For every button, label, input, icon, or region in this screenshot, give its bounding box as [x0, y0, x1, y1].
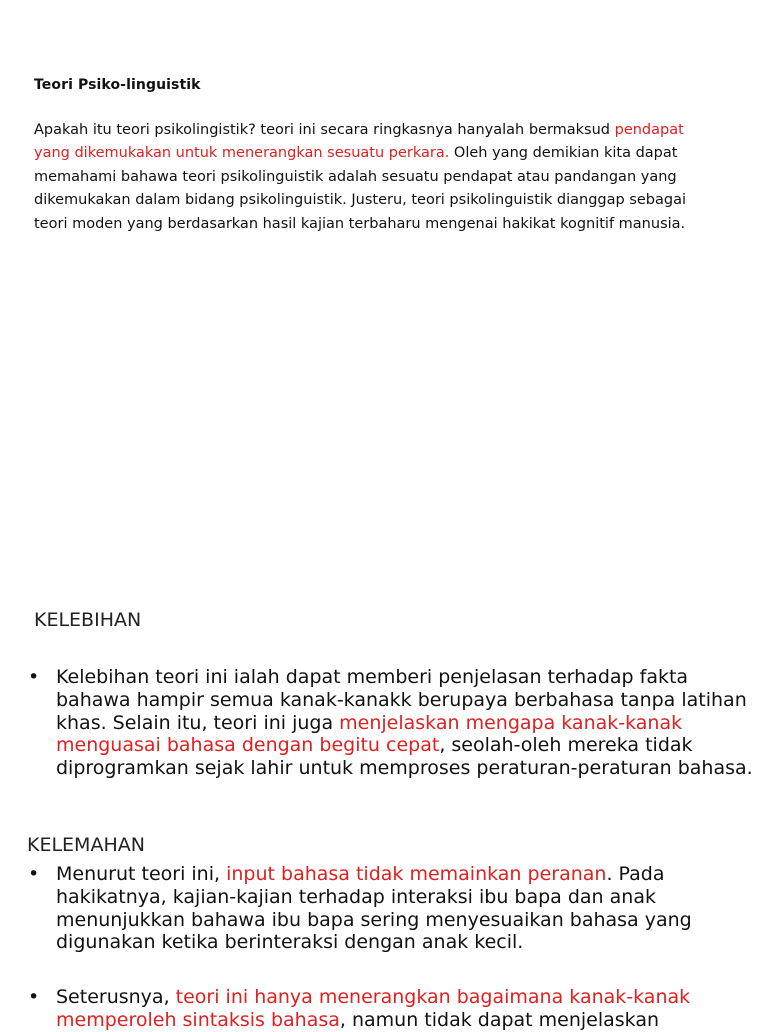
kelemahan-bullet-1-text	[56, 863, 753, 954]
bullet-text-start: Menurut teori ini,	[56, 863, 227, 885]
intro-highlight: pendapat yang dikemukakan untuk menerangkan sesuatu perkara.	[34, 122, 684, 162]
kelebihan-bullet	[28, 666, 753, 780]
bullet-text-start: Seterusnya,	[56, 986, 176, 1008]
intro-text-start: Apakah itu teori psikolingistik? teori ini secara ringkasnya hanyalah bermaksud	[34, 122, 610, 138]
bullet-dot: •	[28, 666, 40, 688]
bullet-text-start: Kelebihan teori ini ialah dapat memberi penjelasan terhadap fakta bahawa hampir semua kanak-kanakk berupaya berbahasa tanpa latihan khas. Selain itu, teori ini juga	[56, 666, 747, 734]
kelebihan-bullet-text	[56, 666, 753, 780]
kelemahan-bullet-2	[28, 986, 753, 1032]
bullet-text-end: , seolah-oleh mereka tidak diprogramkan sejak lahir untuk memproses peraturan-peraturan bahasa.	[56, 734, 753, 780]
intro-paragraph	[34, 119, 724, 236]
kelemahan-heading: KELEMAHAN	[27, 834, 145, 856]
bullet-text-end: , namun tidak dapat menjelaskan	[339, 1008, 660, 1031]
bullet-highlight: menjelaskan mengapa kanak-kanak menguasai bahasa dengan begitu cepat	[56, 711, 683, 757]
kelemahan-bullet-1	[28, 863, 753, 954]
kelemahan-bullet-2-text	[56, 986, 753, 1032]
intro-text-end: Oleh yang demikian kita dapat memahami bahawa teori psikolinguistik adalah sesuatu pendapat atau pandangan yang dikemukakan dalam bidang psikolinguistik. Justeru, teori psikolinguistik dianggap sebagai teori moden yang berdasarkan hasil kajian terbaharu mengenai hakikat kognitif manusia.	[34, 145, 687, 232]
bullet-highlight: teori ini hanya menerangkan bagaimana kanak-kanak memperoleh sintaksis bahasa	[56, 986, 691, 1031]
bullet-highlight: input bahasa tidak memainkan peranan	[226, 863, 607, 885]
bullet-text-end: . Pada hakikatnya, kajian-kajian terhadap interaksi ibu bapa dan anak menunjukkan bahawa ibu bapa sering menyesuaikan bahasa yang digunakan ketika berinteraksi dengan anak kecil.	[56, 863, 692, 954]
kelebihan-heading: KELEBIHAN	[34, 609, 142, 631]
bullet-dot: •	[28, 863, 40, 885]
section-title: Teori Psiko-linguistik	[34, 77, 201, 93]
bullet-dot: •	[28, 986, 40, 1008]
